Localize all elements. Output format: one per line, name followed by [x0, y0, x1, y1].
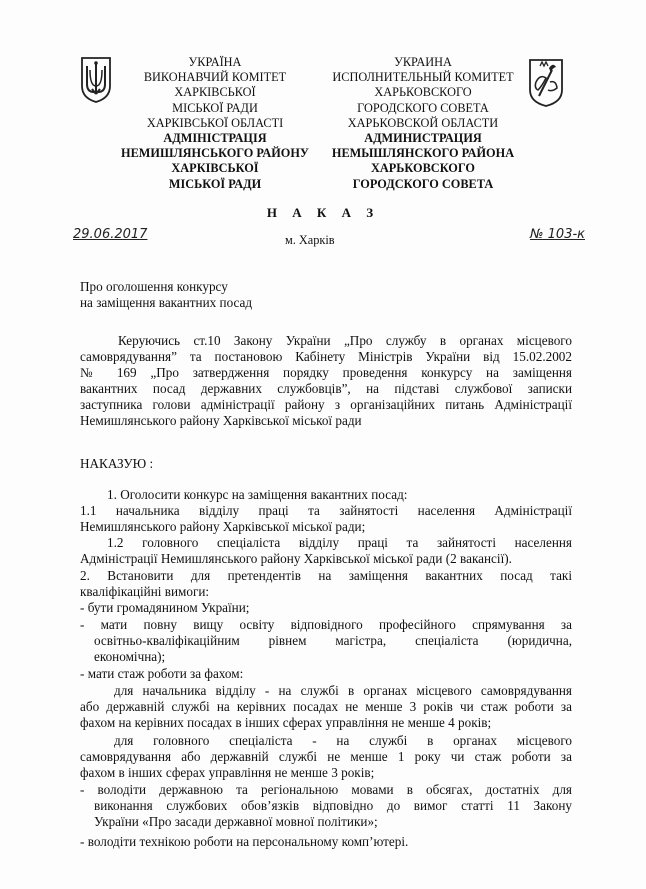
subject-line: на заміщення вакантних посад — [80, 295, 253, 310]
body-line: - мати стаж роботи за фахом: — [80, 666, 244, 681]
preamble-line: Немишлянського району Харківської міської ради — [80, 413, 362, 428]
trident-coat-of-arms-icon — [80, 56, 112, 104]
header-line-bold: НЕМИШЛЯНСЬКОГО РАЙОНУ — [121, 146, 309, 161]
body-line: - мати повну вищу освіту відповідного професійного спрямування за — [80, 617, 572, 632]
body-line: Адміністрації Немишлянського району Харківської міської ради (2 вакансії). — [80, 551, 512, 566]
city-label: м. Харків — [285, 233, 335, 247]
body-line: Немишлянського району Харківської міської ради; — [80, 519, 366, 534]
body-line: економічна); — [94, 649, 166, 664]
header-line: ГОРОДСКОГО СОВЕТА — [357, 100, 489, 115]
body-line: кваліфікаційні вимоги: — [80, 584, 210, 599]
preamble-line: № 169 „Про затвердження порядку проведення конкурсу на заміщення — [80, 365, 572, 380]
body-line: 1.1 начальника відділу праці та зайнятості населення Адміністрації — [80, 503, 572, 518]
body-line: фахом в інших сферах управління не менше 3 років; — [80, 765, 375, 780]
subject-line: Про оголошення конкурсу — [80, 279, 228, 294]
body-line: для начальника відділу - на службі в органах місцевого самоврядування — [114, 683, 572, 698]
header-line: УКРАЇНА — [188, 55, 242, 69]
body-line: для головного спеціаліста - на службі в органах місцевого — [114, 733, 572, 748]
header-line: УКРАИНА — [394, 55, 452, 69]
header-line: ВИКОНАВЧИЙ КОМІТЕТ — [143, 70, 287, 85]
header-ukrainian — [120, 55, 310, 192]
body-line: або державній службі на керівних посадах не менше 3 років чи стаж роботи за — [80, 699, 572, 714]
header-line-bold: ХАРКІВСЬКОЇ — [171, 161, 259, 176]
header-line: ХАРКІВСЬКОЇ — [174, 85, 256, 100]
body-line: - володіти технікою роботи на персональному комп’ютері. — [80, 834, 409, 849]
header-line-bold: ГОРОДСКОГО СОВЕТА — [352, 176, 494, 191]
body-line: освітньо-кваліфікаційним рівнем магістра, спеціаліста (юридична, — [94, 633, 572, 648]
body-line: виконання службових обов’язків відповідно до вимог статті 11 Закону — [94, 798, 572, 813]
header-line: ХАРКІВСЬКОЇ ОБЛАСТІ — [146, 115, 284, 130]
header-line-bold: НЕМЫШЛЯНСКОГО РАЙОНА — [331, 146, 515, 161]
header-line: ХАРЬКОВСКОГО — [374, 85, 472, 100]
preamble-line: вакантних посад державних службовців”, на підставі службової записки — [80, 381, 572, 396]
body-line: 1.2 головного спеціаліста відділу праці та зайнятості населення — [107, 535, 572, 550]
preamble-line: самоврядування” та постановою Кабінету Міністрів України від 15.02.2002 — [80, 349, 572, 364]
handwritten-date: 29.06.2017 — [73, 227, 148, 242]
header-line: ХАРЬКОВСКОЙ ОБЛАСТИ — [347, 115, 499, 130]
body-line: 2. Встановити для претендентів на заміщення вакантних посад такі — [80, 568, 572, 583]
body-line: України «Про засади державної мовної політики»; — [94, 814, 378, 829]
order-word: НАКАЗУЮ : — [80, 456, 154, 471]
body-line: фахом на керівних посадах в інших сферах управління не менше 4 років; — [80, 715, 492, 730]
header-line-bold: МІСЬКОЇ РАДИ — [168, 176, 262, 191]
body-line: 1. Оголосити конкурс на заміщення вакантних посад: — [107, 487, 408, 502]
header-line: ИСПОЛНИТЕЛЬНЫЙ КОМИТЕТ — [332, 70, 514, 85]
header-line-bold: АДМИНИСТРАЦИЯ — [364, 131, 482, 146]
body-line: самоврядування або державній службі не менше 1 року чи стаж роботи за — [80, 749, 572, 764]
body-line: - бути громадянином України; — [80, 600, 250, 615]
handwritten-number: № 103-к — [530, 227, 586, 242]
document-title: Н А К А З — [266, 205, 380, 220]
header-line: МІСЬКОЇ РАДИ — [172, 100, 258, 115]
header-line-bold: АДМІНІСТРАЦІЯ — [163, 131, 267, 146]
header-russian — [318, 55, 528, 192]
header-line-bold: ХАРЬКОВСКОГО — [371, 161, 475, 176]
preamble-line: Керуючись ст.10 Закону України „Про службу в органах місцевого — [118, 333, 572, 348]
body-line: - володіти державною та регіональною мовами в обсягах, достатніх для — [80, 782, 572, 797]
preamble-line: заступника голови адміністрації району з організаційних питань Адміністрації — [80, 397, 572, 412]
kharkiv-city-emblem-icon — [528, 56, 564, 108]
